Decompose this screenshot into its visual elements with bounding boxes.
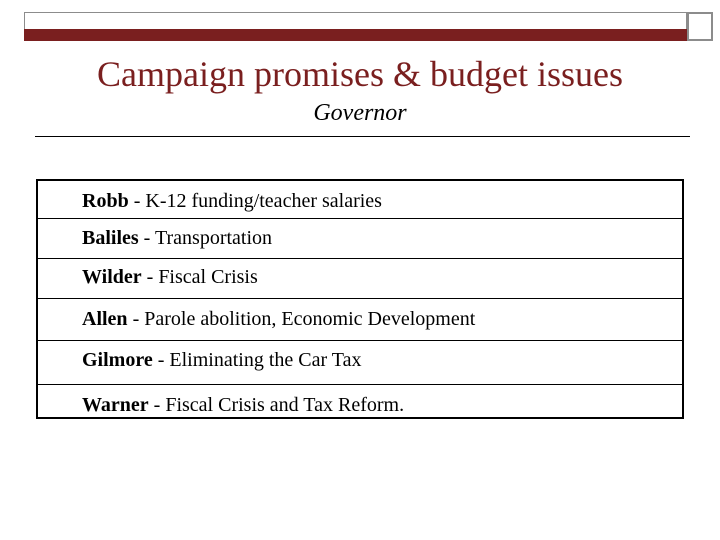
governor-table: [36, 179, 684, 419]
table-row: [38, 299, 682, 341]
governor-issue: Fiscal Crisis and Tax Reform.: [165, 394, 405, 416]
slide-subtitle: Governor: [313, 100, 407, 126]
row-separator: -: [127, 308, 145, 330]
governor-issue: Transportation: [154, 227, 273, 249]
governor-name: Baliles: [82, 227, 139, 249]
governor-name: Warner: [82, 394, 149, 416]
table-row: [38, 219, 682, 259]
governor-issue: Parole abolition, Economic Development: [144, 308, 476, 330]
governor-name: Allen: [82, 308, 128, 330]
row-separator: -: [128, 190, 146, 212]
governor-issue: Eliminating the Car Tax: [169, 349, 362, 371]
title-divider: [35, 136, 690, 137]
row-separator: -: [148, 394, 166, 416]
table-row: [38, 259, 682, 299]
header-corner-box: [687, 12, 713, 41]
table-row: [38, 181, 682, 219]
governor-name: Wilder: [82, 266, 142, 288]
header-accent-bar: [24, 29, 713, 41]
row-separator: -: [152, 349, 170, 371]
table-row: [38, 385, 682, 419]
slide-title: Campaign promises & budget issues: [97, 54, 623, 94]
header-frame: [24, 12, 687, 29]
table-row: [38, 341, 682, 385]
row-separator: -: [141, 266, 159, 288]
governor-name: Gilmore: [82, 349, 153, 371]
governor-name: Robb: [82, 190, 129, 212]
row-separator: -: [138, 227, 155, 249]
governor-issue: Fiscal Crisis: [158, 266, 258, 288]
governor-issue: K-12 funding/teacher salaries: [145, 190, 382, 212]
